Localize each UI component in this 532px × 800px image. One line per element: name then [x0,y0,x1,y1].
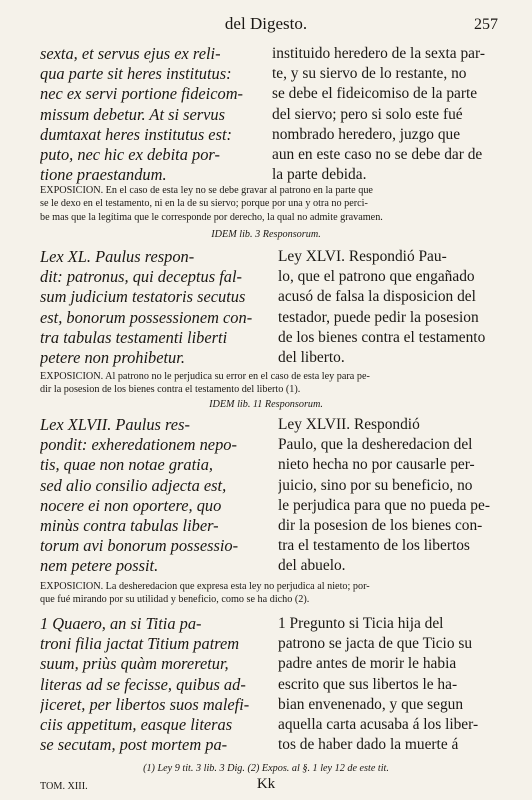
spanish-line: testador, puede pedir la posesion [278,308,479,326]
latin-line: Lex XL. Paulus respon- [40,247,195,266]
latin-column-3 [40,415,262,577]
spanish-line: Ley XLVII. Respondió [278,416,420,433]
exposicion-line: EXPOSICION. Al patrono no le perjudica su error en el caso de esta ley para pe- [40,371,370,382]
spanish-line: escrito que sus libertos le ha- [278,675,458,693]
latin-line: sed alio consilio adjecta est, [40,475,227,495]
latin-line: torum avi bonorum possessio- [40,536,239,556]
latin-line: tis, quae non notae gratia, [40,455,214,475]
exposicion-line: EXPOSICION. La desheredacion que expresa esta ley no perjudica al nieto; por- [40,581,370,592]
exposicion-2 [40,370,500,397]
latin-line: sexta, et servus ejus ex reli- [40,44,221,63]
spanish-line: le perjudica para que no pueda pe- [278,496,490,514]
latin-line: tione praestandum. [40,165,167,185]
latin-column-1 [40,44,258,185]
page-number: 257 [474,16,498,33]
latin-line: nem petere possit. [40,556,159,576]
latin-column-4 [40,614,262,755]
spanish-line: aun en este caso no se debe dar de [272,146,483,164]
spanish-line: patrono se jacta de que Ticio su [278,635,473,653]
exposicion-line: se le dexo en el testamento, ni en la de su siervo; porque por una y otra no perci- [40,198,368,210]
spanish-line: la parte debida. [272,166,367,184]
source-reference-1: IDEM lib. 3 Responsorum. [211,229,321,240]
spanish-line: se debe el fideicomiso de la parte [272,85,478,103]
latin-line: sum judicium testatoris secutus [40,287,246,307]
spanish-line: del liberto. [278,349,345,367]
spanish-line: acusó de falsa la disposicion del [278,288,476,306]
spanish-line: aquella carta acusaba á los liber- [278,716,479,734]
source-reference-2: IDEM lib. 11 Responsorum. [209,399,323,410]
exposicion-1 [40,184,500,224]
spanish-line: lo, que el patrono que engañado [278,268,475,286]
spanish-column-4 [278,614,496,755]
latin-line: nocere ei non oportere, quo [40,495,222,515]
spanish-line: nombrado heredero, juzgo que [272,125,461,143]
latin-line: 1 Quaero, an si Titia pa- [40,614,202,633]
latin-line: est, bonorum possessionem con- [40,307,253,327]
volume-mark: TOM. XIII. [40,781,88,792]
footnote: (1) Ley 9 tit. 3 lib. 3 Dig. (2) Expos. al §. 1 ley 12 de este tit. [143,763,389,774]
signature-mark: Kk [256,776,276,792]
spanish-line: instituido heredero de la sexta par- [272,45,485,62]
exposicion-line: que fué mirando por su utilidad y beneficio, como se ha dicho (2). [40,594,310,606]
spanish-line: padre antes de morir le habia [278,655,457,673]
latin-line: dit: patronus, qui deceptus fal- [40,267,242,287]
latin-line: dumtaxat heres institutus est: [40,124,232,144]
latin-line: missum debetur. At si servus [40,104,226,124]
exposicion-3 [40,580,500,607]
spanish-line: dir la posesion de los bienes con- [278,517,483,535]
latin-line: minùs contra tabulas liber- [40,516,219,536]
spanish-line: del siervo; pero si solo este fué [272,105,463,123]
spanish-line: Ley XLVI. Respondió Pau- [278,248,447,265]
spanish-line: tos de haber dado la muerte á [278,736,459,754]
latin-line: puto, nec hic ex debita por- [40,145,220,165]
exposicion-line: be mas que la legítima que le corresponde por derecho, la qual no admite gravamen. [40,211,383,223]
exposicion-line: EXPOSICION. En el caso de esta ley no se debe gravar al patrono en la parte que [40,185,373,196]
spanish-line: nieto hecha no por causarle per- [278,456,475,474]
latin-line: suum, priùs quàm moreretur, [40,654,229,674]
spanish-column-1 [272,44,494,185]
latin-line: troni filia jactat Titium patrem [40,634,240,654]
latin-line: nec ex servi portione fideicom- [40,84,243,104]
spanish-line: del abuelo. [278,557,346,575]
spanish-line: te, y su siervo de lo restante, no [272,65,467,83]
latin-line: ciis appetitum, easque literas [40,715,233,735]
spanish-column-3 [278,415,496,577]
spanish-column-2 [278,247,496,368]
latin-line: tra tabulas testamenti liberti [40,327,228,347]
latin-column-2 [40,247,262,368]
spanish-line: bian envenenado, y que segun [278,695,464,713]
exposicion-line: dir la posesion de los bienes contra el testamento del liberto (1). [40,384,301,396]
spanish-line: Paulo, que la desheredacion del [278,436,473,454]
spanish-line: juicio, sino por su beneficio, no [278,476,473,494]
spanish-line: tra el testamento de los libertos [278,537,470,555]
latin-line: literas ad se fecisse, quibus ad- [40,674,246,694]
latin-line: qua parte sit heres institutus: [40,64,232,84]
latin-line: se secutam, post mortem pa- [40,735,228,755]
spanish-line: de los bienes contra el testamento [278,328,486,346]
latin-line: jiceret, per libertos suos malefi- [40,694,250,714]
latin-line: pondit: exheredationem nepo- [40,435,237,455]
running-head: del Digesto. [224,14,308,33]
latin-line: petere non prohibetur. [40,348,185,368]
spanish-line: 1 Pregunto si Ticia hija del [278,615,444,632]
latin-line: Lex XLVII. Paulus res- [40,415,190,434]
